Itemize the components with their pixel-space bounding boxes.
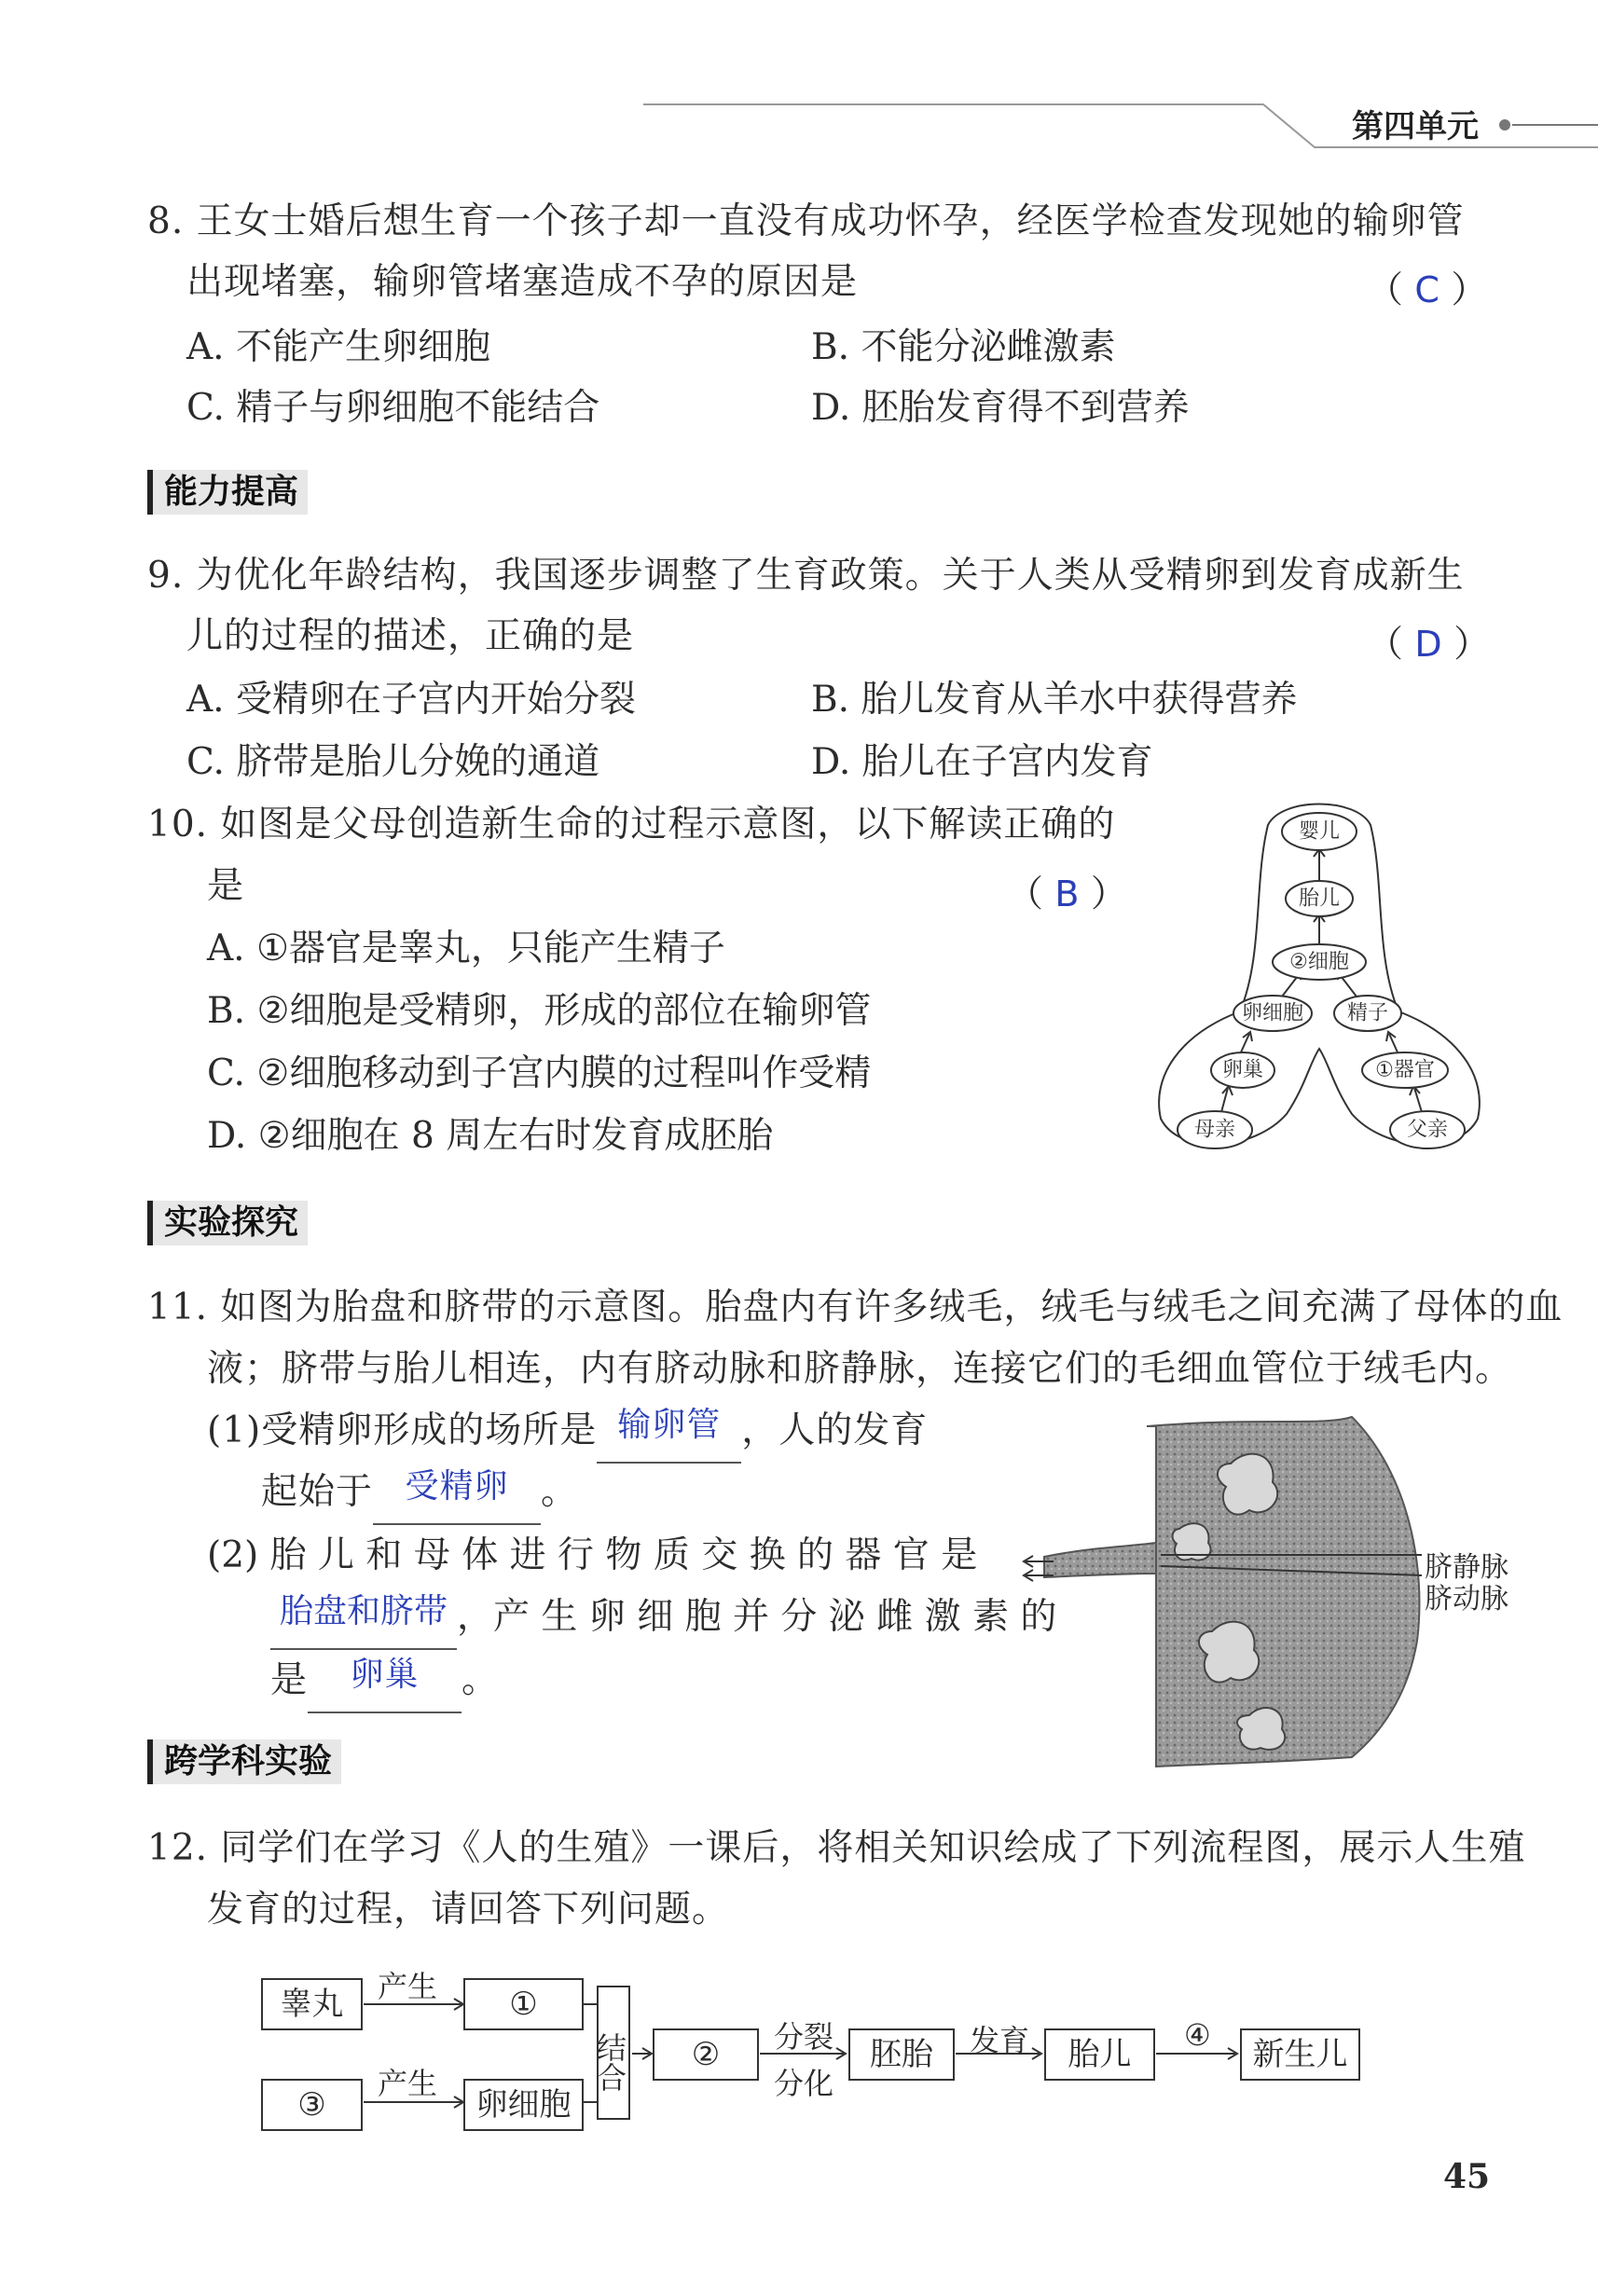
q11-blank-4[interactable] xyxy=(308,1650,461,1713)
q9-stem-line2: 儿的过程的描述，正确的是 xyxy=(186,615,635,657)
diagram-label-fetus: 胎儿 xyxy=(1298,887,1341,911)
q11-blank-3[interactable] xyxy=(270,1587,457,1650)
q11-part1-text-d: 。 xyxy=(541,1471,579,1513)
section-ability-heading: 能力提高 xyxy=(147,470,308,515)
unit-title: 第四单元 xyxy=(1352,108,1479,145)
q11-stem-line1: 11. 如图为胎盘和脐带的示意图。胎盘内有许多绒毛，绒毛与绒毛之间充满了母体的血 xyxy=(147,1286,1564,1328)
q10-option-c: C. ②细胞移动到子宫内膜的过程叫作受精 xyxy=(207,1052,872,1094)
q9-stem-line1: 9. 为优化年龄结构，我国逐步调整了生育政策。关于人类从受精卵到发育成新生 xyxy=(147,555,1465,597)
diagram-label-sperm: 精子 xyxy=(1346,1001,1389,1025)
q8-option-b: B. 不能分泌雌激素 xyxy=(811,326,1116,368)
flow-label-produce-2: 产生 xyxy=(378,2066,438,2101)
q10-stem-line1: 10. 如图是父母创造新生命的过程示意图，以下解读正确的 xyxy=(147,804,1116,846)
q8-stem-line2: 出现堵塞，输卵管堵塞造成不孕的原因是 xyxy=(186,261,859,303)
q9-answer: D xyxy=(1414,624,1442,665)
q10-stem-line2: 是 xyxy=(207,865,245,907)
q11-blank-1[interactable] xyxy=(597,1400,741,1464)
q8-answer: C xyxy=(1414,269,1440,310)
flow-box-fetus: 胎儿 xyxy=(1044,2028,1155,2081)
q11-part1-text-c: 起始于 xyxy=(261,1471,374,1513)
q12-stem-line1: 12. 同学们在学习《人的生殖》一课后，将相关知识绘成了下列流程图，展示人生殖 xyxy=(147,1827,1526,1869)
umbilical-artery-label: 脐动脉 xyxy=(1425,1583,1508,1615)
q10-answer: B xyxy=(1054,873,1080,914)
q9-option-d: D. 胎儿在子宫内发育 xyxy=(811,741,1153,783)
placenta-body xyxy=(1147,1417,1419,1767)
q11-stem-line2: 液；脐带与胎儿相连，内有脐动脉和脐静脉，连接它们的毛细血管位于绒毛内。 xyxy=(207,1348,1513,1390)
q10-option-a: A. ①器官是睾丸，只能产生精子 xyxy=(207,928,725,969)
section-cross-heading: 跨学科实验 xyxy=(147,1739,341,1784)
q11-answer-2: 受精卵 xyxy=(405,1467,509,1505)
q10-option-b: B. ②细胞是受精卵，形成的部位在输卵管 xyxy=(207,990,872,1032)
flow-box-embryo: 胚胎 xyxy=(848,2028,955,2081)
q12-stem-line2: 发育的过程，请回答下列问题。 xyxy=(207,1889,730,1931)
q11-part1-line1 xyxy=(207,1400,928,1464)
q11-part2-line1: (2) 胎 儿 和 母 体 进 行 物 质 交 换 的 器 官 是 xyxy=(207,1534,978,1576)
flow-box-newborn: 新生儿 xyxy=(1240,2028,1360,2081)
flow-label-produce-1: 产生 xyxy=(378,1969,438,2004)
q11-answer-1: 输卵管 xyxy=(617,1406,722,1444)
q8-option-d: D. 胚胎发育得不到营养 xyxy=(811,387,1190,429)
q11-answer-3: 胎盘和脐带 xyxy=(279,1592,448,1630)
flow-label-differentiate: 分化 xyxy=(774,2066,834,2101)
q8-option-c: C. 精子与卵细胞不能结合 xyxy=(186,387,600,429)
q11-part2-text-c: 是 xyxy=(270,1659,309,1701)
diagram-label-father: 父亲 xyxy=(1406,1118,1449,1142)
diagram-label-baby: 婴儿 xyxy=(1298,819,1341,844)
flow-label-develop: 发育 xyxy=(970,2023,1030,2058)
q8-stem-line1: 8. 王女士婚后想生育一个孩子却一直没有成功怀孕，经医学检查发现她的输卵管 xyxy=(147,200,1465,242)
q8-option-a: A. 不能产生卵细胞 xyxy=(186,326,490,368)
flow-box-combine: 结合 xyxy=(597,1986,630,2120)
page-number: 45 xyxy=(1443,2157,1491,2196)
q10-answer-paren: （ B ） xyxy=(1007,873,1127,915)
flow-label-4: ④ xyxy=(1184,2017,1211,2053)
section-experiment-heading: 实验探究 xyxy=(147,1201,308,1245)
q11-part2-line2 xyxy=(270,1587,1056,1650)
diagram-label-ovary: 卵巢 xyxy=(1221,1058,1264,1082)
flow-box-egg: 卵细胞 xyxy=(463,2079,584,2131)
q9-option-b: B. 胎儿发育从羊水中获得营养 xyxy=(811,679,1298,721)
flow-box-testis: 睾丸 xyxy=(261,1978,363,2030)
q11-part1-line2 xyxy=(261,1462,578,1525)
life-creation-diagram xyxy=(1151,797,1487,1170)
q9-option-c: C. 脐带是胎儿分娩的通道 xyxy=(186,741,600,783)
q11-part2-line3 xyxy=(270,1650,499,1713)
flow-box-1: ① xyxy=(463,1978,584,2030)
diagram-label-organ1: ①器官 xyxy=(1375,1058,1435,1082)
q11-part2-text-b: ，产 生 卵 细 胞 并 分 泌 雌 激 素 的 xyxy=(457,1596,1057,1638)
flow-box-3: ③ xyxy=(261,2079,363,2131)
diagram-label-egg: 卵细胞 xyxy=(1241,1001,1304,1025)
q10-option-d: D. ②细胞在 8 周左右时发育成胚胎 xyxy=(207,1115,774,1157)
q11-part2-text-d: 。 xyxy=(461,1659,500,1701)
umbilical-vein-label: 脐静脉 xyxy=(1425,1551,1508,1584)
q9-answer-paren: （ D ） xyxy=(1367,624,1491,666)
q9-option-a: A. 受精卵在子宫内开始分裂 xyxy=(186,679,636,721)
diagram-label-mother: 母亲 xyxy=(1193,1118,1236,1142)
q11-part1-text-b: ，人的发育 xyxy=(741,1409,929,1451)
q11-part1-text-a: (1)受精卵形成的场所是 xyxy=(207,1409,598,1451)
q8-answer-paren: （ C ） xyxy=(1367,269,1488,311)
q11-answer-4: 卵巢 xyxy=(350,1656,420,1694)
diagram-label-cell2: ②细胞 xyxy=(1289,950,1349,974)
flow-label-divide: 分裂 xyxy=(774,2019,834,2055)
q11-blank-2[interactable] xyxy=(373,1462,541,1525)
flow-box-2: ② xyxy=(653,2028,759,2081)
umbilical-cord xyxy=(1044,1543,1156,1577)
